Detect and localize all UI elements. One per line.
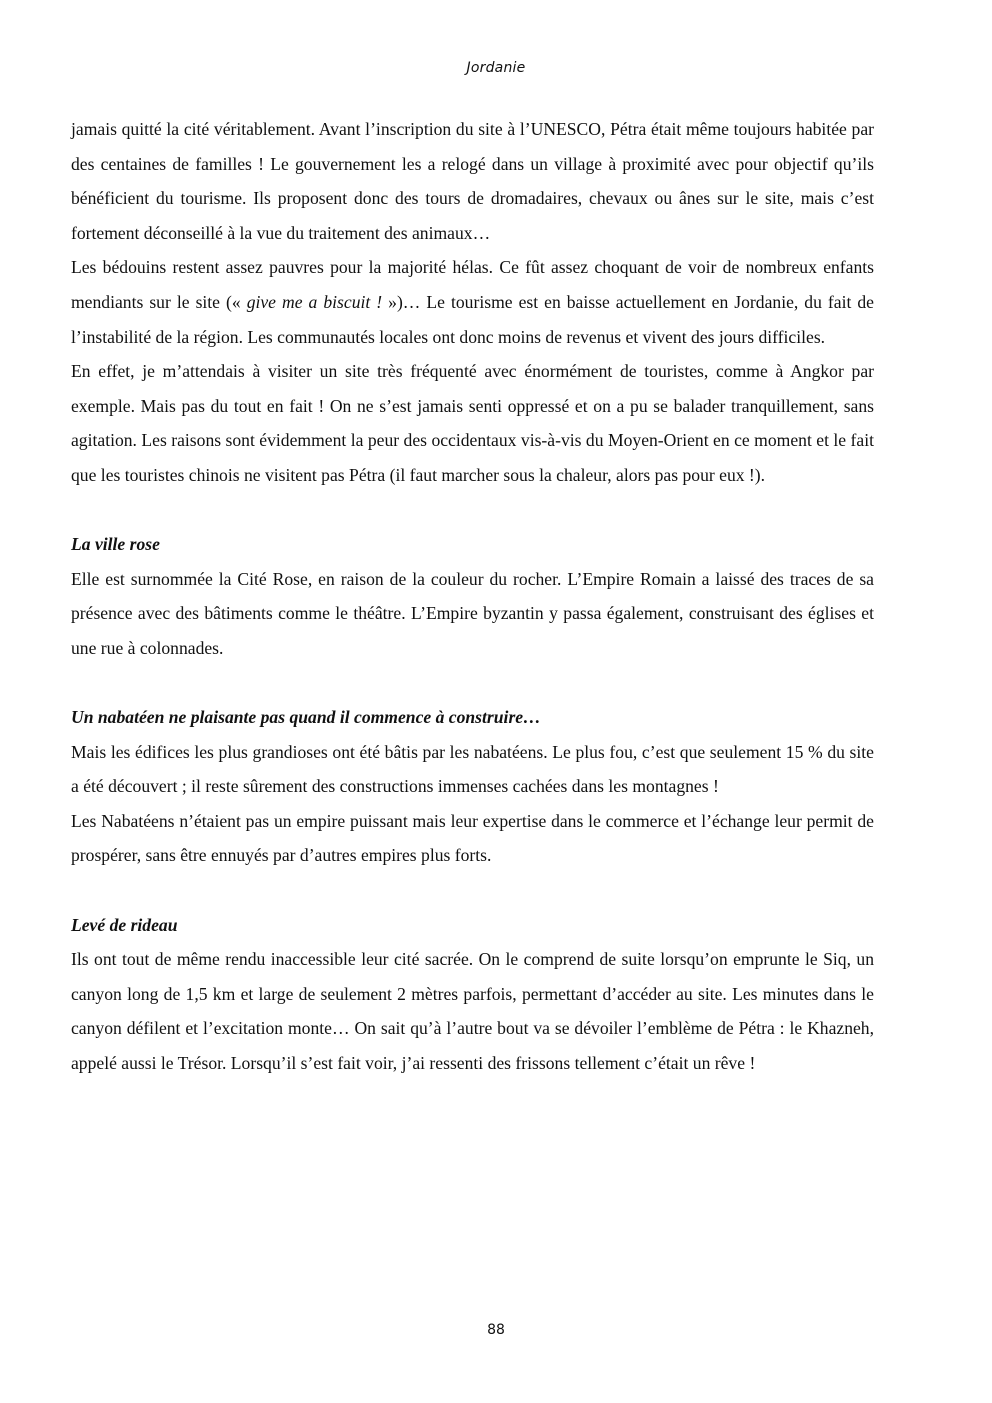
paragraph: En effet, je m’attendais à visiter un site très fréquenté avec énormément de touristes, comme à Angkor par exemple. Mais pas du tout en fait ! On ne s’est jamais senti oppressé et on a pu se balader tranquillement, sans agitation. Les raisons sont évidemment la peur des occidentaux vis-à-vis du Moyen-Orient en ce moment et le fait que les touristes chinois ne visitent pas Pétra (il faut marcher sous la chaleur, alors pas pour eux !).: [71, 361, 874, 485]
section-nabateen: [71, 700, 874, 873]
paragraph: Mais les édifices les plus grandioses ont été bâtis par les nabatéens. Le plus fou, c’est que seulement 15 % du site a été découvert ; il reste sûrement des constructions immenses cachées dans les montagnes !: [71, 741, 874, 797]
paragraph: [71, 250, 874, 354]
paragraph: jamais quitté la cité véritablement. Avant l’inscription du site à l’UNESCO, Pétra était même toujours habitée par des centaines de familles ! Le gouvernement les a relogé dans un village à proximité avec pour objectif qu’ils bénéficient du tourisme. Ils proposent donc des tours de dromadaires, chevaux ou ânes sur le site, mais c’est fortement déconseillé à la vue du traitement des animaux…: [71, 119, 874, 243]
section-la-ville-rose: [71, 527, 874, 665]
paragraph-text: Les bédouins restent assez pauvres pour la majorité hélas. Ce fût assez choquant de voir de nombreux enfants mendiants sur le site («: [71, 257, 874, 312]
quoted-phrase: give me a biscuit !: [246, 291, 383, 312]
paragraph: Elle est surnommée la Cité Rose, en raison de la couleur du rocher. L’Empire Romain a laissé des traces de sa présence avec des bâtiments comme le théâtre. L’Empire byzantin y passa également, construisant des églises et une rue à colonnades.: [71, 568, 874, 658]
running-header: Jordanie: [466, 60, 526, 76]
section-heading: Un nabatéen ne plaisante pas quand il commence à construire…: [71, 707, 541, 728]
section-heading: Levé de rideau: [71, 914, 178, 935]
page-number: 88: [487, 1322, 505, 1338]
document-body: [71, 112, 874, 1081]
paragraph-text: »)… Le tourisme est en baisse actuellement en Jordanie, du fait de l’instabilité de la région. Les communautés locales ont donc moins de revenus et vivent des jours difficiles.: [71, 291, 874, 347]
paragraph: Les Nabatéens n’étaient pas un empire puissant mais leur expertise dans le commerce et l’échange leur permit de prospérer, sans être ennuyés par d’autres empires plus forts.: [71, 810, 874, 866]
section-heading: La ville rose: [71, 534, 160, 555]
section-leve-de-rideau: [71, 908, 874, 1081]
paragraph: Ils ont tout de même rendu inaccessible leur cité sacrée. On le comprend de suite lorsqu’on emprunte le Siq, un canyon long de 1,5 km et large de seulement 2 mètres parfois, permettant d’accéder au site. Les minutes dans le canyon défilent et l’excitation monte… On sait qu’à l’autre bout va se dévoiler l’emblème de Pétra : le Khazneh, appelé aussi le Trésor. Lorsqu’il s’est fait voir, j’ai ressenti des frissons tellement c’était un rêve !: [71, 949, 874, 1074]
